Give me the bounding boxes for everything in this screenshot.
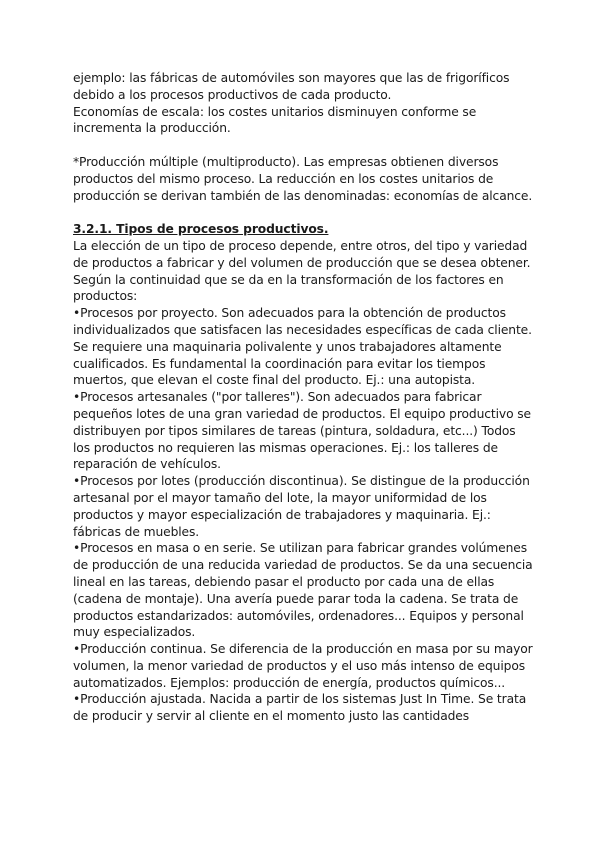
list-item-proyecto: •Procesos por proyecto. Son adecuados para la obtención de productos individualizados que satisfacen las necesidades específicas de cada cliente. Se requiere una maquinaria polivalente y unos trabajadores altamente cualificados. Es fundamental la coordinación para evitar los tiempos muertos, que elevan el coste final del producto. Ej.: una autopista. — [73, 306, 532, 388]
list-item-artesanales: •Procesos artesanales ("por talleres"). Son adecuados para fabricar pequeños lotes de una gran variedad de productos. El equipo productivo se distribuyen por tipos similares de tareas (pintura, soldadura, etc...) Todos los productos no requieren las mismas operaciones. Ej.: los talleres de reparación de vehículos. — [73, 390, 531, 472]
list-item-lotes: •Procesos por lotes (producción discontinua). Se distingue de la producción artesanal por el mayor tamaño del lote, la mayor uniformidad de los productos y mayor especialización de trabajadores y maquinaria. Ej.: fábricas de muebles. — [73, 474, 530, 539]
list-item-ajustada: •Producción ajustada. Nacida a partir de los sistemas Just In Time. Se trata de producir y servir al cliente en el momento justo las cantidades — [73, 692, 527, 724]
spacer — [73, 137, 533, 154]
spacer — [73, 204, 533, 221]
multi-production-paragraph: *Producción múltiple (multiproducto). Las empresas obtienen diversos productos del mismo proceso. La reducción en los costes unitarios de producción se derivan también de las denominadas: economías de alcance. — [73, 154, 533, 203]
intro-paragraph-1: ejemplo: las fábricas de automóviles son mayores que las de frigoríficos debido a los procesos productivos de cada producto. — [73, 71, 510, 102]
section-intro: La elección de un tipo de proceso depende, entre otros, del tipo y variedad de productos a fabricar y del volumen de producción que se desea obtener. Según la continuidad que se da en la transformación de los factores en productos: — [73, 238, 531, 304]
list-item-masa: •Procesos en masa o en serie. Se utilizan para fabricar grandes volúmenes de producción de una reducida variedad de productos. Se da una secuencia lineal en las tareas, debiendo pasar el producto por cada una de ellas (cadena de montaje). Una avería puede parar toda la cadena. Se trata de productos estandarizados: automóviles, ordenadores... Equipos y personal muy especializados. — [73, 541, 533, 640]
document-page — [73, 70, 533, 725]
list-item-continua: •Producción continua. Se diferencia de la producción en masa por su mayor volumen, la menor variedad de productos y el uso más intenso de equipos automatizados. Ejemplos: producción de energía, productos químicos... — [73, 642, 533, 690]
section-heading: 3.2.1. Tipos de procesos productivos. — [73, 222, 329, 237]
intro-paragraph-2: Economías de escala: los costes unitarios disminuyen conforme se incrementa la producción. — [73, 104, 477, 136]
